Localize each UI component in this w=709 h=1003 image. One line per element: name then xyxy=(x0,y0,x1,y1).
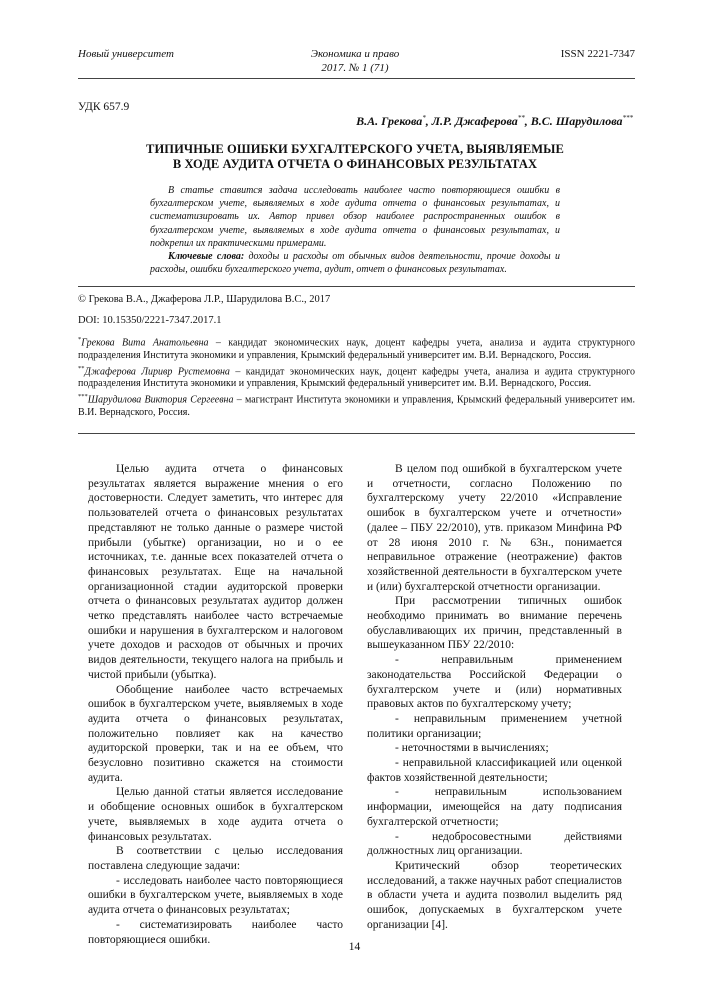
list-item: - неправильным применением учетной политики организации; xyxy=(367,712,622,740)
author-name: Л.Р. Джаферова xyxy=(431,114,518,128)
paragraph: Целью аудита отчета о финансовых результатах является выражение мнения о его достоверности. Следует заметить, что интерес для пользователей отчета о финансовых результатах представляют не только данные о размере чистой прибыли (убытке) организации, но и о ее источниках, т.е. данные всех показателей отчета о финансовых результатах. Еще на начальной организационной стадии аудиторской проверки отчета о финансовых результатах аудитор должен четко представлять наиболее часто встречаемые ошибки и нарушения в бухгалтерском и налоговом учете доходов и расходов от обычных и прочих видов деятельности, текущего налога на прибыль и чистой прибыли (убытка). xyxy=(88,463,343,681)
affiliation-text: – кандидат экономических наук, доцент кафедры учета, анализа и аудита структурного подразделения Института экономики и управления, Крымский федеральный университет им. В.И. Вернадского, Россия. xyxy=(78,365,635,390)
keywords xyxy=(150,250,560,276)
article-title xyxy=(90,142,620,172)
abstract xyxy=(150,184,560,276)
journal-section: Экономика и право xyxy=(310,48,400,60)
list-item: - неправильной классификацией или оценкой фактов хозяйственной деятельности; xyxy=(367,757,622,784)
body-column-right xyxy=(367,462,622,933)
affiliation-text: – кандидат экономических наук, доцент кафедры учета, анализа и аудита структурного подразделения Института экономики и управления, Крымский федеральный университет им. В.И. Вернадского, Россия. xyxy=(78,337,635,361)
affiliation-name: Шарудилова Виктория Сергеевна xyxy=(87,394,234,406)
affiliation-text: – магистрант Института экономики и управления, Крымский федеральный университет им. В.И. Вернадского, Россия. xyxy=(78,394,635,418)
affiliation xyxy=(78,334,635,363)
author-name: В.А. Грекова xyxy=(356,114,423,128)
author-name: В.С. Шарудилова xyxy=(530,114,623,128)
author-mark: * xyxy=(422,114,426,122)
udk-code: УДК 657.9 xyxy=(78,101,130,113)
affiliation-mark: * xyxy=(78,336,82,343)
affiliations-divider xyxy=(78,433,635,434)
page-number: 14 xyxy=(348,941,361,953)
list-item: - исследовать наиболее часто повторяющиеся ошибки в бухгалтерском учете, выявляемых в ходе аудита отчета о финансовых результатах; xyxy=(88,874,343,917)
header-divider xyxy=(78,78,635,79)
title-line: В ХОДЕ АУДИТА ОТЧЕТА О ФИНАНСОВЫХ РЕЗУЛЬТАТАХ xyxy=(172,157,538,171)
author-list: В.А. Грекова*, Л.Р. Джаферова**, В.С. Шарудилова*** xyxy=(356,114,633,128)
keywords-text: доходы и расходы от обычных видов деятельности, прочие доходы и расходы, ошибки бухгалтерского учета, аудит, отчет о финансовых результатах. xyxy=(150,251,560,276)
issn: ISSN 2221-7347 xyxy=(560,48,635,60)
journal-name: Новый университет xyxy=(78,48,174,60)
doi: DOI: 10.15350/2221-7347.2017.1 xyxy=(78,315,222,326)
paragraph: Обобщение наиболее часто встречаемых ошибок в бухгалтерском учете, выявляемых в ходе аудита отчета о финансовых результатах, положительно повлияет как на качество аудиторской проверки, так и на ее объем, что безусловно позитивно скажется на стоимости аудита. xyxy=(88,683,343,784)
copyright: © Грекова В.А., Джаферова Л.Р., Шарудилова В.С., 2017 xyxy=(78,294,331,305)
paragraph: При рассмотрении типичных ошибок необходимо принимать во внимание перечень обуславливающих их причин, представленный в вышеуказанном ПБУ 22/2010: xyxy=(367,595,622,652)
journal-year-issue: 2017. № 1 (71) xyxy=(321,62,389,74)
list-item: - неправильным использованием информации, имеющейся на дату подписания бухгалтерской отчетности; xyxy=(367,786,622,828)
affiliation-mark: *** xyxy=(78,393,88,401)
affiliation xyxy=(78,363,635,392)
abstract-divider xyxy=(78,286,635,287)
list-item: - неправильным применением законодательства Российской Федерации о бухгалтерском учете и (или) нормативных правовых актов по бухгалтерскому учету; xyxy=(367,654,622,711)
paragraph: В целом под ошибкой в бухгалтерском учете и отчетности, согласно Положению по бухгалтерскому учету 22/2010 «Исправление ошибок в бухгалтерском учете и отчетности» (далее – ПБУ 22/2010), утв. приказом Минфина РФ от 28 июня 2010 г. № 63н., понимается неправильное отражение (неотражение) фактов хозяйственной деятельности в бухгалтерском учете и (или) бухгалтерской отчетности организации. xyxy=(367,463,622,593)
keywords-label: Ключевые слова: xyxy=(168,251,245,263)
body-column-left xyxy=(88,462,343,947)
paragraph: Критический обзор теоретических исследований, а также научных работ специалистов в области учета и аудита позволил выделить ряд ошибок, допускаемых в бухгалтерском учете организации [4]. xyxy=(367,859,622,931)
affiliation-mark: ** xyxy=(78,364,85,372)
list-item: - систематизировать наиболее часто повторяющиеся ошибки. xyxy=(88,918,343,946)
title-line: ТИПИЧНЫЕ ОШИБКИ БУХГАЛТЕРСКОГО УЧЕТА, ВЫЯВЛЯЕМЫЕ xyxy=(146,142,564,156)
paragraph: В соответствии с целью исследования поставлена следующие задачи: xyxy=(88,845,343,872)
list-item: - недобросовестными действиями должностных лиц организации. xyxy=(367,830,622,858)
journal-issue xyxy=(230,47,480,75)
author-mark: ** xyxy=(517,114,525,122)
affiliation-name: Грекова Вита Анатольевна xyxy=(81,337,209,349)
list-item: - неточностями в вычислениях; xyxy=(395,742,549,755)
affiliation xyxy=(78,391,635,420)
paragraph: Целью данной статьи является исследование и обобщение основных ошибок в бухгалтерском учете, выявляемых в ходе аудита отчета о финансовых результатах. xyxy=(88,786,343,843)
author-mark: *** xyxy=(622,114,633,122)
affiliation-name: Джаферова Лиривр Рустемовна xyxy=(84,365,230,377)
affiliations xyxy=(78,334,635,420)
abstract-text: В статье ставится задача исследовать наиболее часто повторяющиеся ошибки в бухгалтерском учете, выявляемых в ходе аудита отчета о финансовых результатах, и систематизировать их. Автор привел обзор наиболее распространенных ошибок в бухгалтерском учете, выявляемых в ходе аудита отчета о финансовых результатах, и подкрепил их практическими примерами. xyxy=(150,185,560,249)
